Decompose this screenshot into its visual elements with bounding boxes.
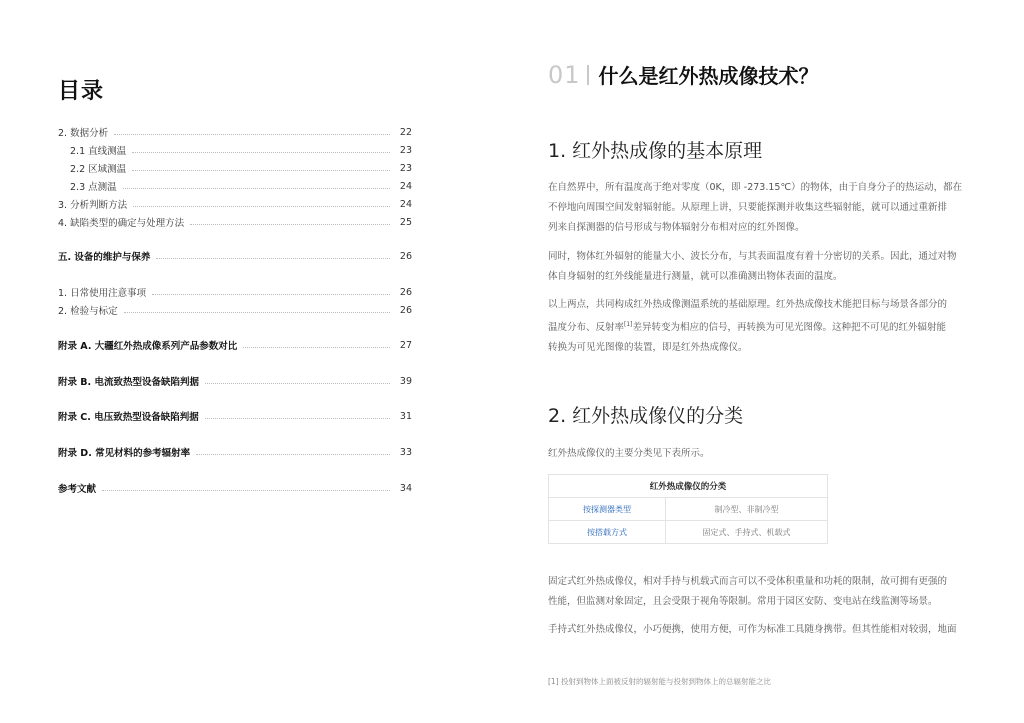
paragraph-principle-1 (548, 178, 988, 238)
text-line: 体自身辐射的红外线能量进行测量，就可以准确测出物体表面的温度。 (548, 271, 843, 282)
toc-page-number: 23 (399, 162, 412, 174)
table-cell-value: 制冷型、非制冷型 (666, 498, 828, 521)
toc-leader (205, 417, 390, 419)
toc-row[interactable] (70, 177, 412, 195)
toc-leader (156, 257, 390, 259)
toc-label: 2.2 区域测温 (70, 164, 127, 175)
toc-page-number: 33 (399, 446, 412, 458)
table-cell-key: 按探测器类型 (549, 498, 666, 521)
toc-title: 目录 (58, 79, 105, 104)
toc-label: 3. 分析判断方法 (58, 200, 128, 211)
paragraph-principle-2 (548, 247, 988, 287)
toc-label: 2.1 直线测温 (70, 146, 127, 157)
toc-leader (133, 205, 390, 207)
toc-page-number: 31 (399, 410, 412, 422)
toc-leader (132, 151, 390, 153)
toc-leader (196, 453, 390, 455)
text-line: 固定式红外热成像仪，相对手持与机载式而言可以不受体积重量和功耗的限制，故可拥有更强的 (548, 576, 948, 587)
toc-label: 2. 检验与标定 (58, 306, 118, 317)
footnote: [1] 投射到物体上面被反射的辐射能与投射到物体上的总辐射能之比 (548, 677, 772, 686)
toc-label: 五. 设备的维护与保养 (58, 252, 151, 263)
chapter-divider (587, 65, 589, 85)
toc-page-number: 25 (399, 216, 412, 228)
toc-row[interactable] (58, 479, 412, 497)
paragraph-principle-3 (548, 295, 988, 358)
toc-page-number: 26 (399, 250, 412, 262)
table-intro (548, 444, 988, 464)
toc-label: 附录 C. 电压致热型设备缺陷判据 (58, 412, 199, 423)
chapter-heading (548, 60, 819, 89)
toc-page-number: 27 (399, 339, 412, 351)
paragraph-handheld (548, 620, 988, 640)
text-segment: 温度分布、反射率 (548, 322, 625, 334)
toc-page-number: 34 (399, 482, 412, 494)
text-line: 以上两点，共同构成红外热成像测温系统的基础原理。红外热成像技术能把目标与场景各部分的 (548, 299, 948, 310)
toc-page-number: 26 (399, 304, 412, 316)
text-line: 红外热成像仪的主要分类见下表所示。 (548, 448, 710, 459)
text-line: 手持式红外热成像仪，小巧便携，使用方便，可作为标准工具随身携带。但其性能相对较弱，地面 (548, 624, 957, 635)
toc-leader (124, 311, 390, 313)
toc-row[interactable] (58, 247, 412, 265)
toc-page-number: 26 (399, 286, 412, 298)
toc-label: 1. 日常使用注意事项 (58, 288, 147, 299)
text-line: 同时，物体红外辐射的能量大小、波长分布，与其表面温度有着十分密切的关系。因此，通过对物 (548, 251, 957, 262)
text-line: 性能，但监测对象固定，且会受限于视角等限制。常用于园区安防、变电站在线监测等场景。 (548, 596, 938, 607)
table-header-row (549, 475, 828, 498)
toc-leader (114, 133, 390, 135)
toc-leader (152, 293, 390, 295)
toc-row[interactable] (58, 407, 412, 425)
toc-row[interactable] (70, 159, 412, 177)
toc-row[interactable] (58, 301, 412, 319)
table-row (549, 521, 828, 544)
toc-label: 附录 A. 大疆红外热成像系列产品参数对比 (58, 341, 238, 352)
toc-leader (205, 382, 390, 384)
table-cell-key: 按搭载方式 (549, 521, 666, 544)
toc-page-number: 39 (399, 375, 412, 387)
toc-label: 附录 D. 常见材料的参考辐射率 (58, 448, 191, 459)
toc-leader (243, 346, 390, 348)
text-line: 转换为可见光图像的装置，即是红外热成像仪。 (548, 342, 748, 354)
toc-row[interactable] (58, 195, 412, 213)
toc-row[interactable] (70, 141, 412, 159)
toc-page-number: 23 (399, 144, 412, 156)
chapter-title: 什么是红外热成像技术？ (598, 64, 819, 88)
toc-row[interactable] (58, 336, 412, 354)
toc-page-number: 22 (399, 126, 412, 138)
section-title: 2. 红外热成像仪的分类 (548, 405, 744, 427)
text-line: 不停地向周围空间发射辐射能。从原理上讲，只要能探测并收集这些辐射能，就可以通过重新排 (548, 202, 948, 213)
toc-label: 2.3 点测温 (70, 182, 117, 193)
table-header: 红外热成像仪的分类 (549, 475, 828, 498)
paragraph-fixed (548, 572, 988, 612)
toc-row[interactable] (58, 443, 412, 461)
toc-label: 2. 数据分析 (58, 128, 109, 139)
toc-leader (190, 223, 390, 225)
table-row (549, 498, 828, 521)
toc-label: 附录 B. 电流致热型设备缺陷判据 (58, 377, 199, 388)
classification-table (548, 474, 828, 544)
toc-leader (123, 187, 390, 189)
toc-row[interactable] (58, 372, 412, 390)
footnote-ref[interactable]: [1] (624, 321, 633, 328)
toc-row[interactable] (58, 213, 412, 231)
content-page (512, 0, 1024, 723)
chapter-number: 01 (548, 60, 581, 89)
toc-leader (132, 169, 390, 171)
text-line: 在自然界中，所有温度高于绝对零度（0K，即 -273.15℃）的物体，由于自身分子的热运动，都在 (548, 182, 963, 193)
text-line (548, 315, 988, 338)
toc-leader (102, 489, 390, 491)
toc-page-number: 24 (399, 198, 412, 210)
text-segment: 差异转变为相应的信号，再转换为可见光图像。这种把不可见的红外辐射能 (632, 322, 947, 334)
toc-row[interactable] (58, 123, 412, 141)
table-cell-value: 固定式、手持式、机载式 (666, 521, 828, 544)
text-line: 列来自探测器的信号形成与物体辐射分布相对应的红外图像。 (548, 222, 805, 233)
toc-label: 参考文献 (58, 484, 97, 495)
section-title: 1. 红外热成像的基本原理 (548, 140, 763, 162)
toc-page-number: 24 (399, 180, 412, 192)
toc-label: 4. 缺陷类型的确定与处理方法 (58, 218, 185, 229)
toc-row[interactable] (58, 283, 412, 301)
